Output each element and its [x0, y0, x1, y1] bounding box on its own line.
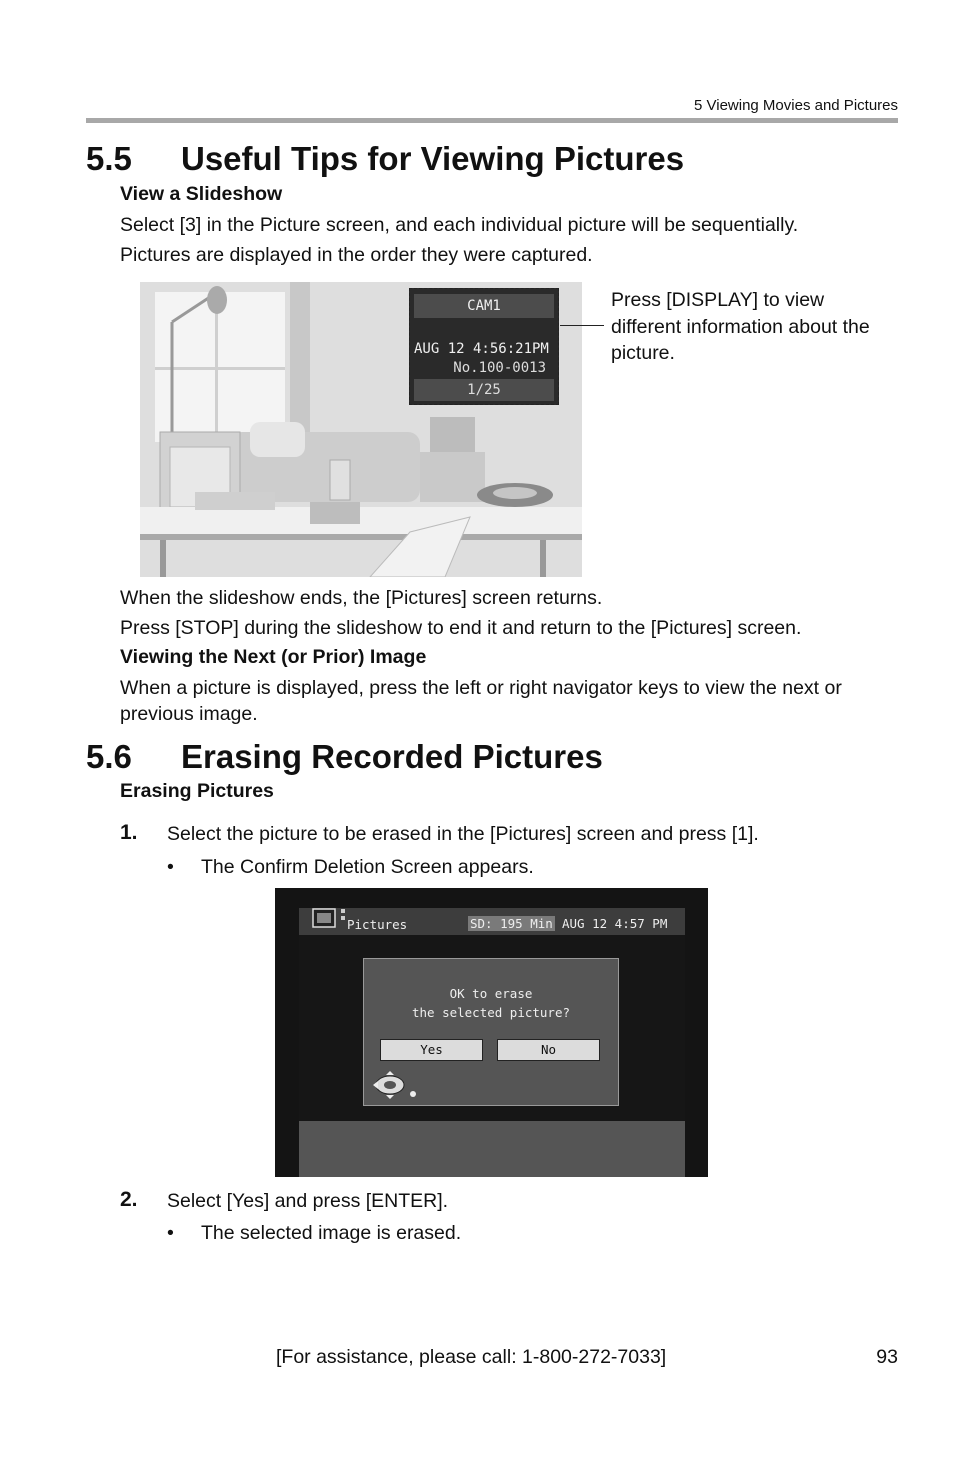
dialog-message-line-1: OK to erase [449, 986, 533, 1001]
dialog-message-line-2: the selected picture? [411, 1005, 571, 1020]
slideshow-para-1: Select [3] in the Picture screen, and each individual picture will be sequentially. [120, 214, 799, 236]
step-2-number: 2. [120, 1188, 138, 1211]
after-slideshow-para-2: Press [STOP] during the slideshow to end it and return to the [Pictures] screen. [120, 617, 802, 639]
after-slideshow-para-1: When the slideshow ends, the [Pictures] screen returns. [120, 587, 603, 609]
screen-title: Pictures [347, 917, 408, 932]
overlay-datetime: AUG 12 4:56:21PM [414, 341, 549, 357]
section-title-5-5 [86, 140, 684, 178]
overlay-position: 1/25 [414, 379, 554, 401]
step-2-text: Select [Yes] and press [ENTER]. [167, 1190, 449, 1212]
step-2-bullet-text: The selected image is erased. [201, 1222, 462, 1244]
step-2-bullet: • The selected image is erased. [167, 1222, 462, 1244]
step-1-number: 1. [120, 821, 138, 844]
display-info-overlay [409, 288, 559, 405]
overlay-camera-name: CAM1 [414, 294, 554, 318]
screen-datetime: AUG 12 4:57 PM [562, 916, 668, 931]
callout-leader-line [560, 325, 604, 326]
step-1-bullet: • The Confirm Deletion Screen appears. [167, 856, 534, 878]
page-number: 93 [876, 1346, 898, 1368]
no-button[interactable]: No [497, 1039, 600, 1061]
slideshow-heading: View a Slideshow [120, 183, 283, 205]
next-image-heading: Viewing the Next (or Prior) Image [120, 646, 427, 668]
overlay-image-number: No.100-0013 [453, 360, 546, 376]
navigator-keys-icon [370, 1069, 420, 1101]
erasing-heading: Erasing Pictures [120, 780, 274, 802]
section-number: 5.6 [86, 738, 132, 775]
step-1-text: Select the picture to be erased in the [Pictures] screen and press [1]. [167, 823, 759, 845]
screen-bottom-bar [299, 1121, 685, 1177]
step-1-bullet-text: The Confirm Deletion Screen appears. [201, 856, 534, 878]
header-rule [86, 118, 898, 123]
section-title-text: Erasing Recorded Pictures [181, 738, 603, 775]
section-title-5-6 [86, 738, 603, 776]
section-title-text: Useful Tips for Viewing Pictures [181, 140, 685, 177]
running-header: 5 Viewing Movies and Pictures [694, 97, 898, 114]
confirm-dialog [363, 958, 619, 1106]
section-number: 5.5 [86, 140, 132, 177]
slideshow-para-2: Pictures are displayed in the order they were captured. [120, 244, 593, 266]
yes-button[interactable]: Yes [380, 1039, 483, 1061]
next-image-para: When a picture is displayed, press the left or right navigator keys to view the next or previous image. [120, 677, 842, 725]
confirm-deletion-screen [275, 888, 708, 1177]
footer-assistance: [For assistance, please call: 1-800-272-7033] [276, 1346, 667, 1368]
callout-text: Press [DISPLAY] to view different information about the picture. [611, 289, 870, 364]
pictures-folder-icon [312, 908, 346, 932]
sd-remaining: SD: 195 Min [470, 916, 553, 931]
